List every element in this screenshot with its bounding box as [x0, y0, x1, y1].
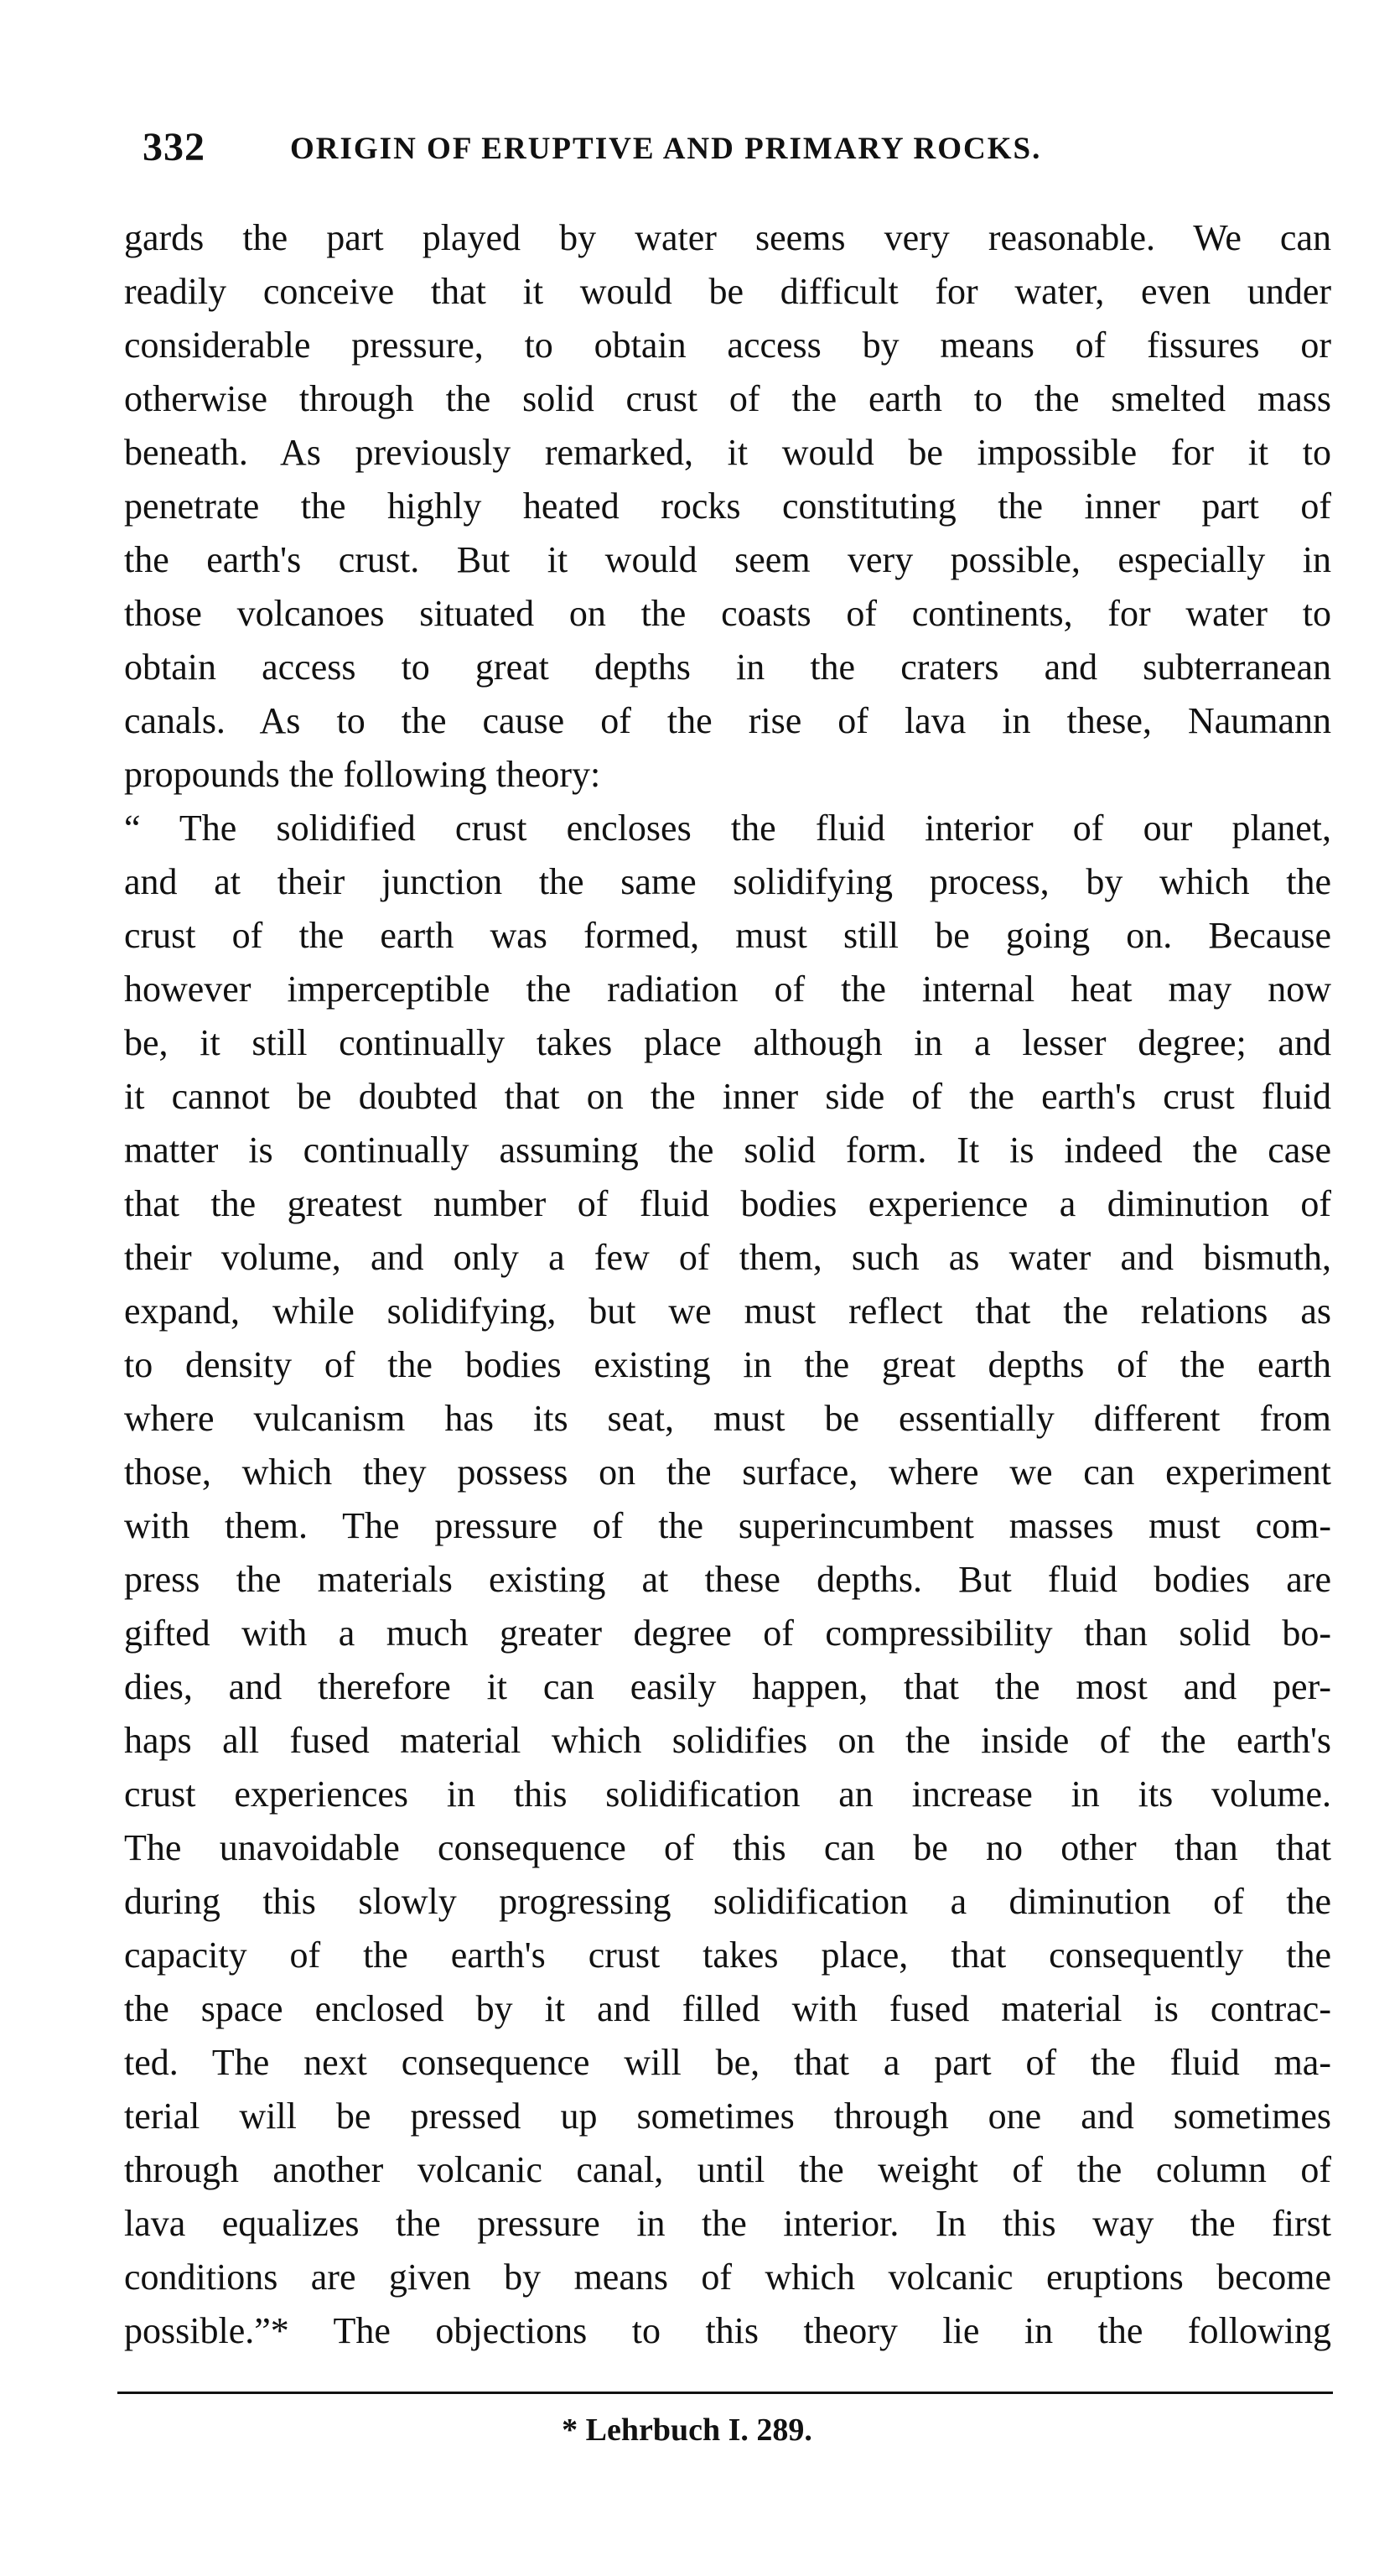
quote-line: however imperceptible the radiation of the internal heat may now [124, 969, 1331, 1010]
text-line: propounds the following theory: [124, 754, 601, 795]
quote-line: during this slowly progressing solidification a diminution of the [124, 1881, 1331, 1922]
quote-line: that the greatest number of fluid bodies experience a diminution of [124, 1183, 1331, 1224]
quote-line: gifted with a much greater degree of compressibility than solid bo- [124, 1613, 1331, 1654]
quote-line: it cannot be doubted that on the inner side of the earth's crust fluid [124, 1076, 1331, 1117]
page-number: 332 [143, 125, 205, 169]
quote-line: lava equalizes the pressure in the interior. In this way the first [124, 2203, 1331, 2244]
text-line: otherwise through the solid crust of the earth to the smelted mass [124, 378, 1331, 419]
quote-line: crust of the earth was formed, must still be going on. Because [124, 915, 1331, 956]
text-line: obtain access to great depths in the craters and subterranean [124, 647, 1331, 688]
quote-line: matter is continually assuming the solid form. It is indeed the case [124, 1130, 1331, 1171]
text-line: readily conceive that it would be difficult for water, even under [124, 271, 1331, 312]
quote-line: capacity of the earth's crust takes place, that consequently the [124, 1935, 1331, 1976]
body-text [124, 211, 1331, 2358]
text-line: canals. As to the cause of the rise of lava in these, Naumann [124, 700, 1331, 741]
quote-line: be, it still continually takes place although in a lesser degree; and [124, 1022, 1331, 1063]
quote-line: conditions are given by means of which volcanic eruptions become [124, 2257, 1331, 2298]
running-title: ORIGIN OF ERUPTIVE AND PRIMARY ROCKS. [290, 132, 1042, 166]
quote-line: dies, and therefore it can easily happen, that the most and per- [124, 1666, 1331, 1707]
quote-line: terial will be pressed up sometimes through one and sometimes [124, 2096, 1331, 2137]
text-line: possible.”* The objections to this theory lie in the following [124, 2310, 1331, 2351]
quote-line: with them. The pressure of the superincumbent masses must com- [124, 1505, 1331, 1546]
quote-line: The unavoidable consequence of this can be no other than that [124, 1827, 1331, 1868]
text-line: beneath. As previously remarked, it would be impossible for it to [124, 432, 1331, 473]
text-line: penetrate the highly heated rocks constituting the inner part of [124, 486, 1331, 527]
quote-line: and at their junction the same solidifying process, by which the [124, 861, 1331, 902]
quote-line: to density of the bodies existing in the great depths of the earth [124, 1344, 1331, 1385]
text-line: the earth's crust. But it would seem very possible, especially in [124, 539, 1331, 580]
quote-line: “ The solidified crust encloses the fluid interior of our planet, [124, 808, 1331, 849]
quote-line: expand, while solidifying, but we must reflect that the relations as [124, 1291, 1331, 1332]
quote-line: press the materials existing at these depths. But fluid bodies are [124, 1559, 1331, 1600]
quote-line: haps all fused material which solidifies on the inside of the earth's [124, 1720, 1331, 1761]
quote-line: where vulcanism has its seat, must be essentially different from [124, 1398, 1331, 1439]
quote-line: crust experiences in this solidification an increase in its volume. [124, 1774, 1331, 1815]
footnote: * Lehrbuch I. 289. [562, 2412, 812, 2448]
quote-line: the space enclosed by it and filled with fused material is contrac- [124, 1988, 1331, 2029]
quote-line: through another volcanic canal, until the weight of the column of [124, 2149, 1331, 2190]
footnote-divider [117, 2392, 1333, 2394]
text-line: those volcanoes situated on the coasts of continents, for water to [124, 593, 1331, 634]
text-line: considerable pressure, to obtain access by means of fissures or [124, 325, 1331, 366]
quote-line: ted. The next consequence will be, that a part of the fluid ma- [124, 2042, 1331, 2083]
page-header [143, 124, 1316, 174]
quote-line: their volume, and only a few of them, such as water and bismuth, [124, 1237, 1331, 1278]
text-line: gards the part played by water seems very reasonable. We can [124, 217, 1331, 258]
quote-line: those, which they possess on the surface, where we can experiment [124, 1452, 1331, 1493]
